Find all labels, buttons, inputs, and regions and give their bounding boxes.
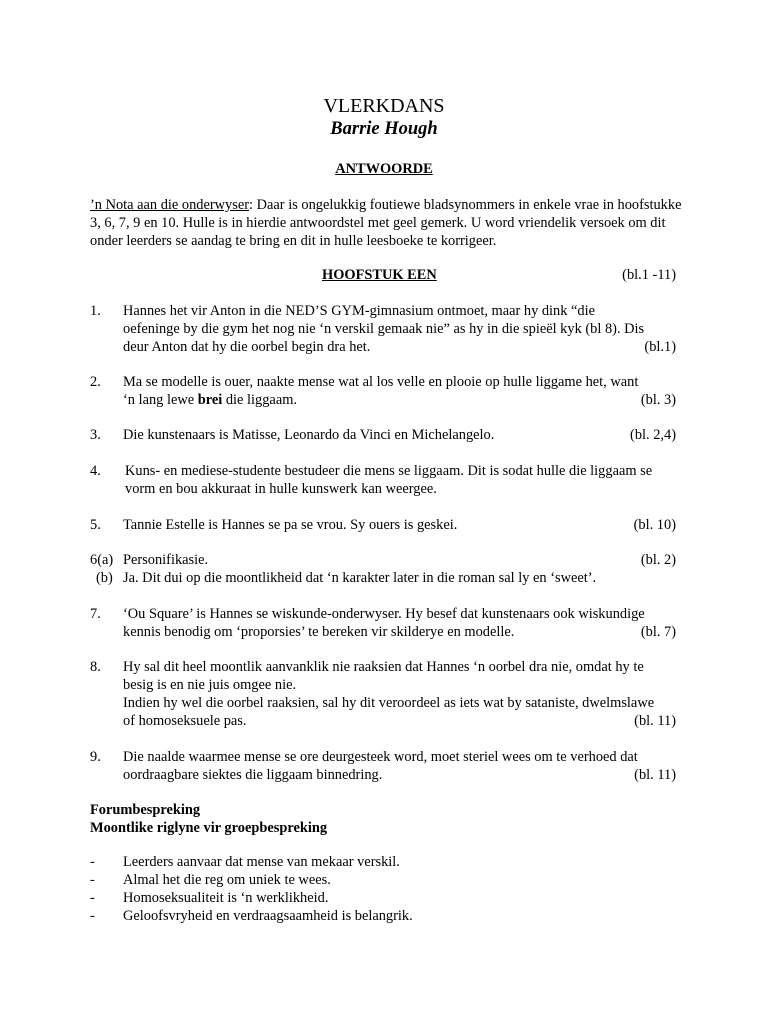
question-3 — [90, 426, 676, 444]
page-ref: (bl. 10) — [633, 517, 676, 533]
answer-text: die liggaam. — [222, 392, 297, 408]
answer-text: Tannie Estelle is Hannes se pa se vrou. Sy ouers is geskei. — [123, 517, 458, 533]
answer-text: oordraagbare siektes die liggaam binnedring. — [123, 767, 383, 783]
answer-line: Indien hy wel die oorbel raaksien, sal hy dit veroordeel as iets wat by sataniste, dwelmslawe — [123, 695, 655, 711]
page-ref: (bl. 2) — [640, 552, 676, 568]
answer-line: besig is en nie juis omgee nie. — [123, 677, 297, 693]
answer-line: vorm en bou akkuraat in hulle kunswerk kan weergee. — [125, 481, 437, 497]
list-item — [90, 871, 676, 889]
answer-text: Die kunstenaars is Matisse, Leonardo da Vinci en Michelangelo. — [123, 427, 495, 443]
bullet-dash: - — [90, 908, 95, 924]
answer-line: ‘Ou Square’ is Hannes se wiskunde-onderwyser. Hy besef dat kunstenaars ook wiskundige — [123, 606, 645, 622]
answer-line: Die naalde waarmee mense se ore deurgesteek word, moet steriel wees om te verhoed dat — [123, 749, 638, 765]
page-ref: (bl. 3) — [640, 392, 676, 408]
answer-line — [123, 712, 676, 730]
answer-line: oefeninge by die gym het nog nie ‘n verskil gemaak nie” as hy in die spieël kyk (bl 8). Dis — [123, 321, 645, 337]
forum-heading: Forumbespreking — [90, 802, 201, 818]
question-8 — [90, 658, 676, 730]
answer-line: Hy sal dit heel moontlik aanvanklik nie raaksien dat Hannes ‘n oorbel dra nie, omdat hy te — [123, 659, 644, 675]
bullet-dash: - — [90, 854, 95, 870]
answers-heading: ANTWOORDE — [335, 161, 433, 177]
question-4 — [90, 462, 676, 498]
sub-question-label: (b) — [96, 570, 113, 586]
bullet-dash: - — [90, 890, 95, 906]
page-ref: (bl. 11) — [634, 713, 676, 729]
question-number: 3. — [90, 427, 101, 443]
teacher-note-text: : Daar is ongelukkig foutiewe bladsynommers in enkele vrae in hoofstukke 3, 6, 7, 9 en 10. Hulle is in hierdie antwoordstel met geel gemerk. U word vriendelik versoek om dit onder leerders se aandag te bring en dit in hulle leesboeke te korrigeer. — [90, 197, 682, 249]
answer-line — [123, 516, 676, 534]
document-title: VLERKDANS — [323, 95, 445, 117]
answer-line: Hannes het vir Anton in die NED’S GYM-gimnasium ontmoet, maar hy dink “die — [123, 303, 596, 319]
question-9 — [90, 748, 676, 784]
answer-text: kennis benodig om ‘proporsies’ te bereken vir skilderye en modelle. — [123, 624, 515, 640]
forum-bullet-list — [90, 853, 676, 925]
question-1 — [90, 302, 676, 356]
question-number: 4. — [90, 463, 101, 479]
question-2 — [90, 373, 676, 409]
question-number: 9. — [90, 749, 101, 765]
bullet-dash: - — [90, 872, 95, 888]
sub-question-label: 6(a) — [90, 552, 114, 568]
forum-subheading: Moontlike riglyne vir groepbespreking — [90, 820, 328, 836]
question-number: 1. — [90, 303, 101, 319]
answer-text: of homoseksuele pas. — [123, 713, 247, 729]
list-item — [90, 853, 676, 871]
bullet-text: Geloofsvryheid en verdraagsaamheid is belangrik. — [123, 908, 413, 924]
answer-line — [123, 391, 676, 409]
chapter-heading: HOOFSTUK EEN — [322, 267, 437, 283]
question-5 — [90, 516, 676, 534]
question-number: 8. — [90, 659, 101, 675]
chapter-page-ref: (bl.1 -11) — [622, 267, 676, 283]
answer-line — [123, 338, 676, 356]
answer-line — [123, 623, 676, 641]
document-author: Barrie Hough — [330, 119, 438, 139]
question-number: 7. — [90, 606, 101, 622]
answer-text: Ja. Dit dui op die moontlikheid dat ‘n karakter later in die roman sal ly en ‘sweet’. — [123, 570, 597, 586]
answer-line: Kuns- en mediese-studente bestudeer die mens se liggaam. Dit is sodat hulle die liggaam se — [125, 463, 653, 479]
page-ref: (bl. 7) — [640, 624, 676, 640]
answer-line — [123, 766, 676, 784]
list-item — [90, 907, 676, 925]
teacher-note — [90, 196, 682, 250]
bullet-text: Leerders aanvaar dat mense van mekaar verskil. — [123, 854, 400, 870]
question-number: 5. — [90, 517, 101, 533]
chapter-header — [90, 266, 676, 284]
sub-answer-a — [90, 551, 676, 569]
question-6 — [90, 551, 676, 587]
answer-line — [123, 426, 676, 444]
sub-answer-b — [90, 569, 676, 587]
page-ref: (bl.1) — [644, 339, 676, 355]
question-7 — [90, 605, 676, 641]
question-number: 2. — [90, 374, 101, 390]
bold-word: brei — [197, 392, 223, 408]
answer-text: deur Anton dat hy die oorbel begin dra het. — [123, 339, 371, 355]
answer-line: Ma se modelle is ouer, naakte mense wat al los velle en plooie op hulle liggame het, want — [123, 374, 639, 390]
bullet-text: Almal het die reg om uniek te wees. — [123, 872, 331, 888]
forum-section-heading — [90, 801, 327, 837]
answer-text: ‘n lang lewe — [123, 392, 198, 408]
list-item — [90, 889, 676, 907]
bullet-text: Homoseksualiteit is ‘n werklikheid. — [123, 890, 329, 906]
page-ref: (bl. 2,4) — [630, 427, 676, 443]
answer-text: Personifikasie. — [123, 552, 209, 568]
page-ref: (bl. 11) — [634, 767, 676, 783]
teacher-note-lead: ’n Nota aan die onderwyser — [90, 197, 250, 213]
